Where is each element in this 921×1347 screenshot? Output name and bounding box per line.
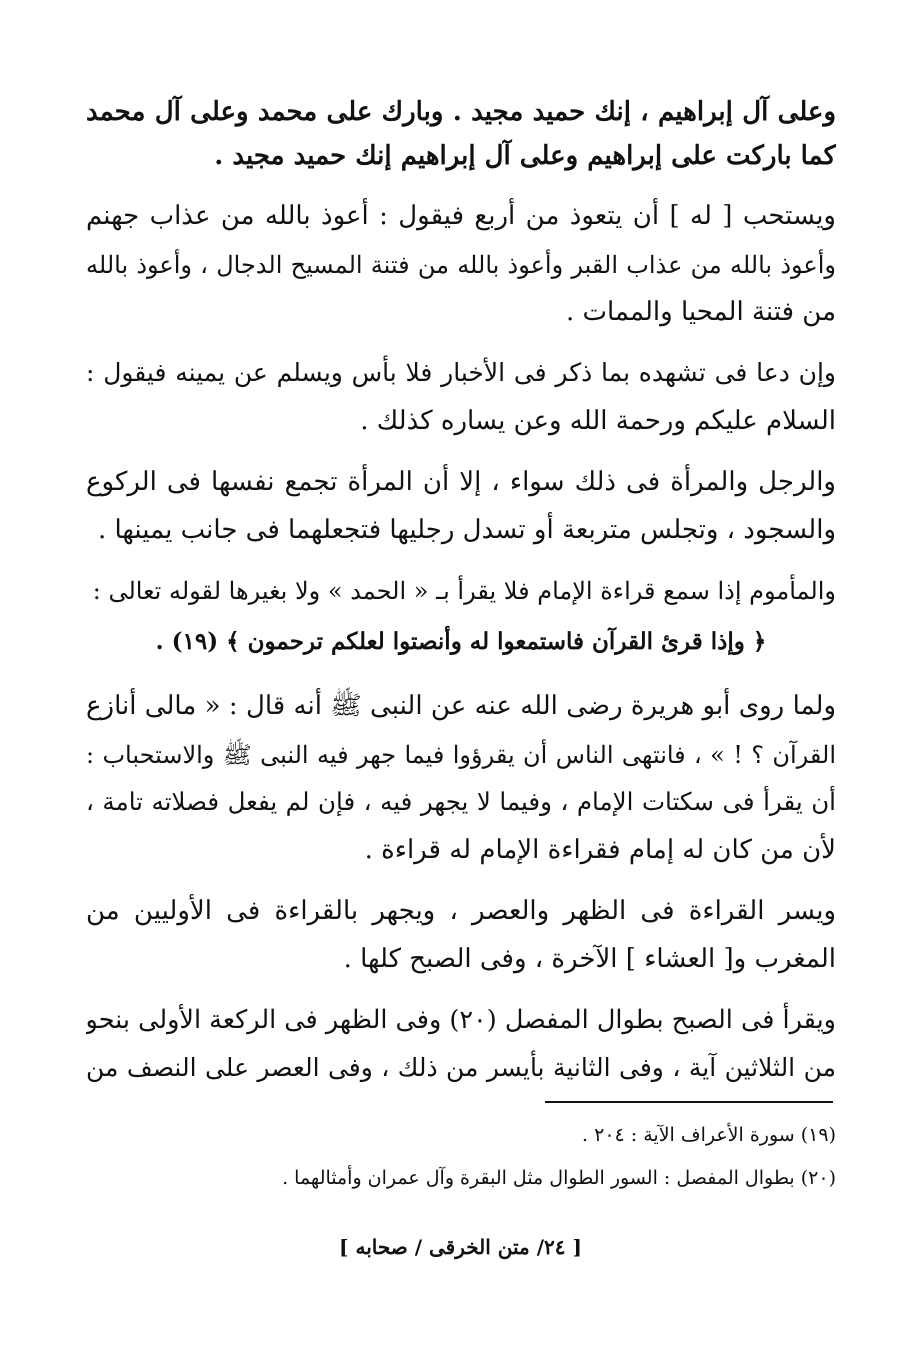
footnote: (١٩) سورة الأعراف الآية : ٢٠٤ . xyxy=(582,1124,836,1146)
footnote: (٢٠) بطوال المفصل : السور الطوال مثل البقرة وآل عمران وأمثالهما . xyxy=(282,1167,836,1189)
text-line: من فتنة المحيا والممات . xyxy=(566,297,836,327)
quran-verse: ﴿ وإذا قرئ القرآن فاستمعوا له وأنصتوا لعلكم ترحمون ﴾ (١٩) . xyxy=(155,628,767,655)
text-line: المغرب و[ العشاء ] الآخرة ، وفى الصبح كلها . xyxy=(343,944,836,974)
text-line: والسجود ، وتجلس متربعة أو تسدل رجليها فتجعلهما فى جانب يمينها . xyxy=(97,515,836,545)
text-line: من الثلاثين آية ، وفى الثانية بأيسر من ذلك ، وفى العصر على النصف من xyxy=(86,1053,836,1082)
text-line: ويستحب [ له ] أن يتعوذ من أربع فيقول : أعوذ بالله من عذاب جهنم xyxy=(86,201,836,231)
text-line: كما باركت على إبراهيم وعلى آل إبراهيم إنك حميد مجيد . xyxy=(214,141,836,171)
text-line: ويسر القراءة فى الظهر والعصر ، ويجهر بالقراءة فى الأوليين من xyxy=(86,896,836,926)
text-line: ويقرأ فى الصبح بطوال المفصل (٢٠) وفى الظهر فى الركعة الأولى بنحو xyxy=(86,1005,836,1035)
text-line: والرجل والمرأة فى ذلك سواء ، إلا أن المرأة تجمع نفسها فى الركوع xyxy=(86,467,836,497)
text-line: وعلى آل إبراهيم ، إنك حميد مجيد . وبارك على محمد وعلى آل محمد xyxy=(86,97,836,127)
text-line: السلام عليكم ورحمة الله وعن يساره كذلك . xyxy=(360,406,836,436)
text-line: وإن دعا فى تشهده بما ذكر فى الأخبار فلا بأس ويسلم عن يمينه فيقول : xyxy=(86,358,836,387)
page-footer: [ ٢٤/ متن الخرقى / صحابه ] xyxy=(339,1235,582,1259)
text-line: لأن من كان له إمام فقراءة الإمام له قراءة . xyxy=(364,835,836,865)
text-line: أن يقرأ فى سكتات الإمام ، وفيما لا يجهر فيه ، فإن لم يفعل فصلاته تامة ، xyxy=(86,787,836,816)
text-line: والمأموم إذا سمع قراءة الإمام فلا يقرأ بـ « الحمد » ولا بغيرها لقوله تعالى : xyxy=(92,577,836,605)
text-line: ولما روى أبو هريرة رضى الله عنه عن النبى ﷺ أنه قال : « مالى أنازع xyxy=(86,691,836,721)
text-line: القرآن ؟ ! » ، فانتهى الناس أن يقرؤوا فيما جهر فيه النبى ﷺ والاستحباب : xyxy=(86,741,836,769)
footnote-separator xyxy=(545,1101,833,1103)
text-line: وأعوذ بالله من عذاب القبر وأعوذ بالله من فتنة المسيح الدجال ، وأعوذ بالله xyxy=(86,251,836,279)
